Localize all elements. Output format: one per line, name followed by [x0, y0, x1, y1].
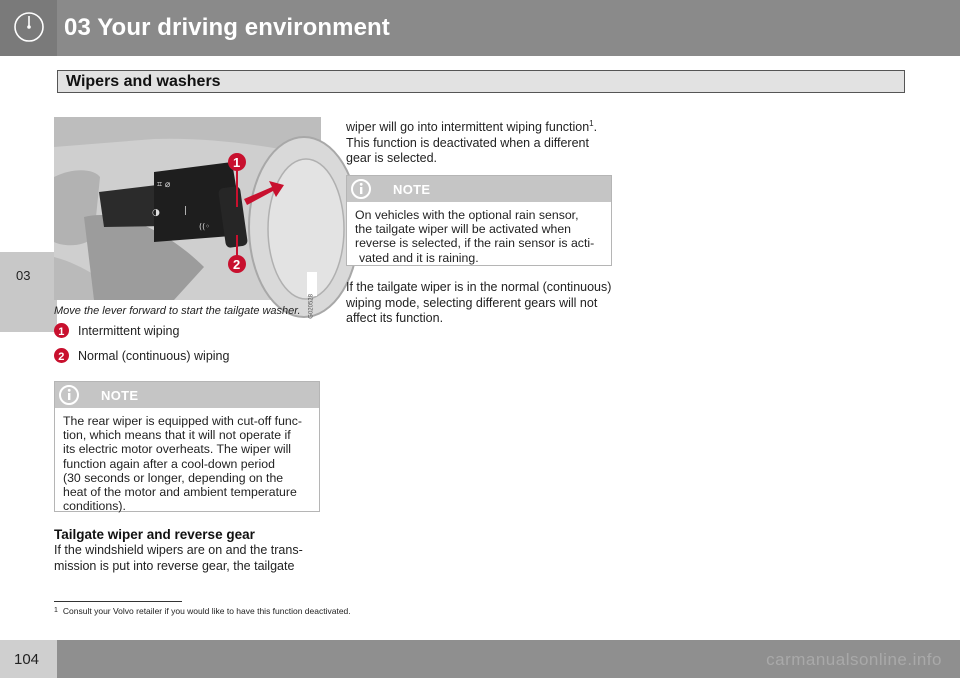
note-header: [347, 176, 611, 202]
header-icon-column: [0, 0, 57, 56]
text-line: wiping mode, selecting different gears will not: [346, 295, 598, 310]
svg-text:|: |: [184, 206, 188, 216]
chapter-title: 03 Your driving environment: [64, 14, 390, 41]
footnote-rule: [54, 601, 182, 602]
svg-text:((◦: ((◦: [199, 222, 210, 231]
note-line: conditions).: [63, 499, 126, 514]
callout-2-icon: [54, 348, 69, 363]
tailgate-heading: Tailgate wiper and reverse gear: [54, 527, 255, 542]
footnote-number: 1: [54, 607, 58, 614]
footnote-ref: 1: [589, 119, 594, 128]
svg-text:⌗ ⌀: ⌗ ⌀: [157, 180, 171, 190]
chapter-tab-label: 03: [16, 268, 31, 283]
svg-text:2: 2: [58, 350, 65, 363]
note-title: NOTE: [101, 388, 139, 403]
note-line: heat of the motor and ambient temperature: [63, 485, 297, 500]
tailgate-paragraph: [54, 543, 303, 574]
text-line: If the tailgate wiper is in the normal (continuous): [346, 280, 612, 294]
text-line: mission is put into reverse gear, the tailgate: [54, 558, 295, 573]
figure-code: G020528: [309, 294, 315, 319]
note-box-cutoff: [54, 381, 320, 512]
text-line: gear is selected.: [346, 151, 438, 166]
text-line: affect its function.: [346, 311, 444, 325]
svg-text:◑: ◑: [152, 208, 160, 218]
wiper-lever-illustration: [54, 117, 321, 300]
note-line: The rear wiper is equipped with cut-off func-: [63, 414, 302, 428]
note-body: [55, 408, 319, 521]
footnote-text: Consult your Volvo retailer if you would like to have this function deactivated.: [62, 606, 351, 616]
text-line: This function is deactivated when a different: [346, 135, 589, 150]
note-line: function again after a cool-down period: [63, 456, 275, 471]
note-box-rain-sensor: [346, 175, 612, 266]
page-number: 104: [14, 651, 40, 668]
note-header: [55, 382, 319, 408]
legend-label: Intermittent wiping: [78, 323, 180, 338]
text-line: If the windshield wipers are on and the trans-: [54, 543, 303, 557]
legend-item: [54, 348, 229, 363]
svg-text:1: 1: [58, 325, 65, 338]
section-title: Wipers and washers: [66, 73, 221, 90]
footnote: [54, 606, 351, 616]
note-line: On vehicles with the optional rain sensor,: [355, 208, 579, 222]
note-body: [347, 202, 611, 273]
info-icon: [59, 385, 79, 405]
figure-caption: Move the lever forward to start the tailgate washer.: [54, 305, 301, 317]
note-title: NOTE: [393, 182, 431, 197]
chapter-tab[interactable]: [0, 252, 57, 332]
svg-text:1: 1: [233, 155, 241, 170]
note-line: the tailgate wiper will be activated when: [355, 222, 572, 237]
column2-paragraph: [346, 116, 597, 167]
side-column: [0, 56, 57, 640]
column2-paragraph-2: [346, 280, 611, 327]
section-title-bar: [57, 70, 905, 93]
note-line: vated and it is raining.: [359, 250, 479, 265]
gauge-icon: [13, 11, 45, 43]
info-icon: [351, 179, 371, 199]
callout-1-icon: [54, 323, 69, 338]
text-line-content: wiper will go into intermittent wiping function: [346, 120, 590, 135]
text-line: wiper will go into intermittent wiping function$^1$.: [346, 119, 598, 135]
note-line: tion, which means that it will not operate if: [63, 428, 291, 443]
watermark: carmanualsonline.info: [766, 650, 942, 669]
legend-item: [54, 323, 179, 338]
legend-label: Normal (continuous) wiping: [78, 348, 230, 363]
note-line: reverse is selected, if the rain sensor is acti-: [355, 236, 595, 251]
note-line: its electric motor overheats. The wiper will: [63, 442, 292, 457]
svg-text:2: 2: [233, 257, 241, 272]
note-line: (30 seconds or longer, depending on the: [63, 470, 284, 485]
